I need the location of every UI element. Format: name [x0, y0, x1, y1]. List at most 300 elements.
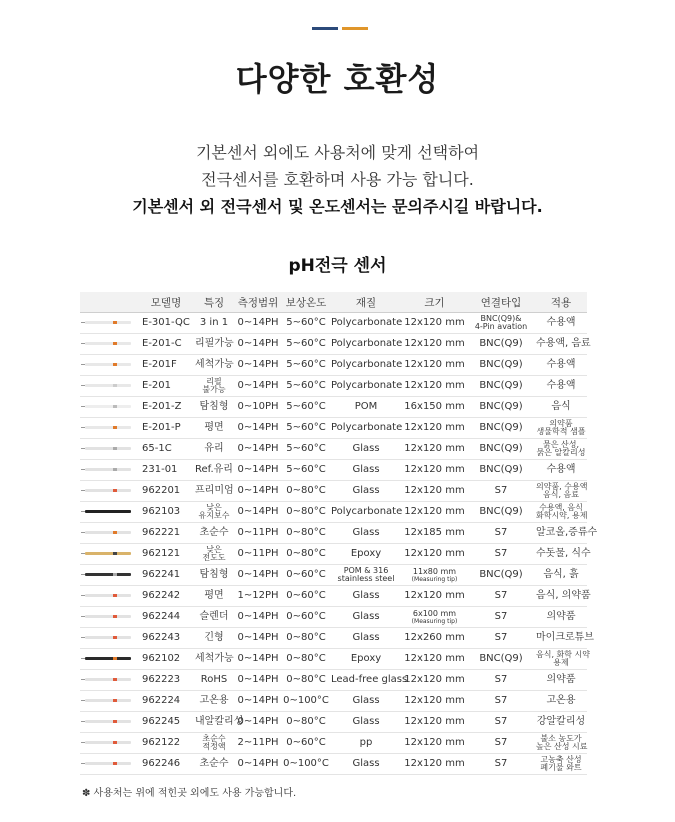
- cell-feature: 리필가능: [194, 334, 234, 355]
- cell-range: 0~14PH: [234, 691, 282, 712]
- cell-feature: 고온용: [194, 691, 234, 712]
- table-header-row: [80, 292, 587, 313]
- cell-model: 962221: [138, 523, 194, 544]
- probe-body: [85, 615, 131, 618]
- cell-material: Glass: [330, 481, 402, 502]
- cell-connection: BNC(Q9): [467, 502, 535, 523]
- cell-material: Polycarbonate: [330, 376, 402, 397]
- cell-feature: 리필 불가능: [194, 376, 234, 397]
- table-row: [80, 607, 587, 628]
- table-row: [80, 439, 587, 460]
- cell-size: 12x120 mm: [402, 502, 467, 523]
- cell-model: 962224: [138, 691, 194, 712]
- cell-size: 12x120 mm: [402, 313, 467, 334]
- cell-feature: 세척가능: [194, 649, 234, 670]
- cell-material: Epoxy: [330, 544, 402, 565]
- cell-feature: 평면: [194, 586, 234, 607]
- cell-application: 수용액, 음료: [535, 334, 587, 355]
- probe-body: [85, 699, 131, 702]
- table-row: [80, 586, 587, 607]
- cell-model: E-201: [138, 376, 194, 397]
- cell-model: E-201-C: [138, 334, 194, 355]
- probe-image: [80, 754, 138, 775]
- probe-icon: [81, 670, 137, 690]
- probe-body: [85, 552, 131, 555]
- probe-mark: [113, 678, 117, 681]
- cell-material: Glass: [330, 460, 402, 481]
- cell-connection: S7: [467, 712, 535, 733]
- probe-mark: [113, 594, 117, 597]
- cell-range: 0~14PH: [234, 418, 282, 439]
- size-note: (Measuring tip): [411, 617, 458, 625]
- table-row: [80, 628, 587, 649]
- cell-model: 962103: [138, 502, 194, 523]
- probe-icon: [81, 334, 137, 354]
- cell-temp: 0~60°C: [282, 586, 330, 607]
- probe-image: [80, 670, 138, 691]
- probe-icon: [81, 376, 137, 396]
- cell-size: 12x120 mm: [402, 754, 467, 775]
- probe-body: [85, 762, 131, 765]
- probe-image: [80, 649, 138, 670]
- probe-image: [80, 376, 138, 397]
- cell-temp: 5~60°C: [282, 313, 330, 334]
- probe-image: [80, 607, 138, 628]
- probe-icon: [81, 712, 137, 732]
- cell-feature: RoHS: [194, 670, 234, 691]
- probe-body: [85, 384, 131, 387]
- cell-application: 의약품: [535, 607, 587, 628]
- description-line-1: 기본센서 외에도 사용처에 맞게 선택하여: [195, 143, 480, 162]
- cell-feature: 낮은 전도도: [194, 544, 234, 565]
- cell-size: 6x100 mm (Measuring tip): [402, 607, 467, 628]
- probe-mark: [113, 342, 117, 345]
- cell-connection: S7: [467, 544, 535, 565]
- cell-model: 962102: [138, 649, 194, 670]
- cell-connection: BNC(Q9): [467, 460, 535, 481]
- probe-icon: [81, 439, 137, 459]
- cell-application: 수용액: [535, 460, 587, 481]
- probe-image: [80, 523, 138, 544]
- header-image: [80, 292, 138, 313]
- probe-mark: [113, 405, 117, 408]
- probe-icon: [81, 397, 137, 417]
- probe-mark: [113, 573, 117, 576]
- probe-body: [85, 510, 131, 513]
- table-row: [80, 691, 587, 712]
- cell-material: Epoxy: [330, 649, 402, 670]
- cell-size: 12x120 mm: [402, 439, 467, 460]
- probe-image: [80, 334, 138, 355]
- cell-connection: BNC(Q9): [467, 355, 535, 376]
- cell-model: 962245: [138, 712, 194, 733]
- probe-mark: [113, 510, 117, 513]
- probe-body: [85, 741, 131, 744]
- cell-material: POM & 316 stainless steel: [330, 565, 402, 586]
- probe-body: [85, 426, 131, 429]
- cell-size: 12x120 mm: [402, 670, 467, 691]
- cell-temp: 0~80°C: [282, 712, 330, 733]
- cell-size: 12x120 mm: [402, 334, 467, 355]
- probe-icon: [81, 649, 137, 669]
- probe-body: [85, 363, 131, 366]
- cell-material: Glass: [330, 628, 402, 649]
- probe-icon: [81, 481, 137, 501]
- table-row: [80, 712, 587, 733]
- section-title: pH전극 센서: [288, 256, 387, 276]
- probe-image: [80, 481, 138, 502]
- table-row: [80, 418, 587, 439]
- cell-range: 0~14PH: [234, 607, 282, 628]
- description-line-2: 전극센서를 호환하며 사용 가능 합니다.: [201, 170, 474, 189]
- cell-size: 12x120 mm: [402, 481, 467, 502]
- table-row: [80, 733, 587, 754]
- cell-material: Polycarbonate: [330, 313, 402, 334]
- accent-bar-orange: [342, 27, 368, 30]
- cell-feature: 낮은 유지보수: [194, 502, 234, 523]
- probe-icon: [81, 544, 137, 564]
- cell-material: Glass: [330, 523, 402, 544]
- description-line-3: 기본센서 외 전극센서 및 온도센서는 문의주시길 바랍니다.: [132, 197, 543, 216]
- cell-application: 고농축 산성 폐기물 와트: [535, 754, 587, 775]
- probe-body: [85, 594, 131, 597]
- cell-temp: 0~100°C: [282, 754, 330, 775]
- cell-feature: 슬렌더: [194, 607, 234, 628]
- cell-connection: S7: [467, 523, 535, 544]
- cell-connection: BNC(Q9): [467, 649, 535, 670]
- cell-application: 마이크로튜브: [535, 628, 587, 649]
- cell-connection: S7: [467, 607, 535, 628]
- cell-size: 12x120 mm: [402, 355, 467, 376]
- cell-feature: 탐침형: [194, 397, 234, 418]
- cell-range: 0~14PH: [234, 502, 282, 523]
- cell-connection: S7: [467, 628, 535, 649]
- cell-application: 강알칼리성: [535, 712, 587, 733]
- cell-size: 12x120 mm: [402, 691, 467, 712]
- probe-image: [80, 439, 138, 460]
- cell-connection: BNC(Q9): [467, 565, 535, 586]
- probe-image: [80, 733, 138, 754]
- cell-connection: BNC(Q9): [467, 376, 535, 397]
- cell-model: 65-1C: [138, 439, 194, 460]
- cell-application: 고온용: [535, 691, 587, 712]
- cell-feature: 유리: [194, 439, 234, 460]
- cell-size: 12x120 mm: [402, 733, 467, 754]
- probe-body: [85, 531, 131, 534]
- cell-range: 0~14PH: [234, 313, 282, 334]
- cell-temp: 5~60°C: [282, 397, 330, 418]
- cell-size: 12x185 mm: [402, 523, 467, 544]
- cell-size: 12x260 mm: [402, 628, 467, 649]
- cell-application: 음식: [535, 397, 587, 418]
- cell-temp: 0~80°C: [282, 544, 330, 565]
- probe-body: [85, 447, 131, 450]
- cell-temp: 5~60°C: [282, 376, 330, 397]
- probe-image: [80, 565, 138, 586]
- probe-mark: [113, 531, 117, 534]
- cell-feature: 긴형: [194, 628, 234, 649]
- cell-model: 962244: [138, 607, 194, 628]
- probe-image: [80, 691, 138, 712]
- probe-mark: [113, 552, 117, 555]
- cell-material: Glass: [330, 754, 402, 775]
- table-row: [80, 313, 587, 334]
- cell-feature: 초순수: [194, 754, 234, 775]
- cell-temp: 5~60°C: [282, 418, 330, 439]
- probe-mark: [113, 447, 117, 450]
- cell-range: 0~11PH: [234, 544, 282, 565]
- cell-model: E-201F: [138, 355, 194, 376]
- cell-temp: 0~80°C: [282, 649, 330, 670]
- cell-temp: 0~80°C: [282, 523, 330, 544]
- cell-range: 0~11PH: [234, 523, 282, 544]
- header-application: 적용: [535, 292, 587, 313]
- cell-range: 0~14PH: [234, 334, 282, 355]
- cell-size: 12x120 mm: [402, 418, 467, 439]
- probe-icon: [81, 502, 137, 522]
- cell-temp: 5~60°C: [282, 334, 330, 355]
- cell-temp: 0~100°C: [282, 691, 330, 712]
- probe-body: [85, 636, 131, 639]
- cell-range: 0~14PH: [234, 754, 282, 775]
- cell-application: 음식, 화학 시약 용제: [535, 649, 587, 670]
- cell-application: 음식, 의약품: [535, 586, 587, 607]
- probe-image: [80, 628, 138, 649]
- cell-feature: 세척가능: [194, 355, 234, 376]
- probe-mark: [113, 468, 117, 471]
- probe-mark: [113, 762, 117, 765]
- cell-feature: 평면: [194, 418, 234, 439]
- probe-mark: [113, 615, 117, 618]
- probe-mark: [113, 363, 117, 366]
- cell-material: Polycarbonate: [330, 355, 402, 376]
- cell-connection: S7: [467, 754, 535, 775]
- probe-icon: [81, 607, 137, 627]
- cell-connection: BNC(Q9): [467, 418, 535, 439]
- table-row: [80, 565, 587, 586]
- probe-body: [85, 405, 131, 408]
- probe-icon: [81, 733, 137, 753]
- cell-range: 0~14PH: [234, 439, 282, 460]
- probe-body: [85, 657, 131, 660]
- probe-image: [80, 712, 138, 733]
- cell-range: 0~14PH: [234, 712, 282, 733]
- probe-image: [80, 313, 138, 334]
- cell-model: 962242: [138, 586, 194, 607]
- probe-body: [85, 321, 131, 324]
- probe-icon: [81, 355, 137, 375]
- table-row: [80, 502, 587, 523]
- cell-size: 16x150 mm: [402, 397, 467, 418]
- cell-range: 0~14PH: [234, 376, 282, 397]
- cell-material: Glass: [330, 439, 402, 460]
- probe-mark: [113, 720, 117, 723]
- cell-application: 의약품, 수용액 음식, 음료: [535, 481, 587, 502]
- probe-mark: [113, 489, 117, 492]
- cell-range: 2~11PH: [234, 733, 282, 754]
- cell-range: 0~14PH: [234, 355, 282, 376]
- probe-mark: [113, 636, 117, 639]
- cell-connection: BNC(Q9): [467, 397, 535, 418]
- cell-size: 12x120 mm: [402, 544, 467, 565]
- cell-feature: 프리미엄: [194, 481, 234, 502]
- cell-connection: BNC(Q9): [467, 439, 535, 460]
- cell-temp: 0~80°C: [282, 481, 330, 502]
- cell-connection: S7: [467, 670, 535, 691]
- probe-body: [85, 678, 131, 681]
- probe-icon: [81, 313, 137, 333]
- cell-connection: BNC(Q9): [467, 334, 535, 355]
- cell-application: 묽은 산성, 묽은 알칼리성: [535, 439, 587, 460]
- cell-application: 의약품 생물학적 샘플: [535, 418, 587, 439]
- table-row: [80, 754, 587, 775]
- cell-temp: 0~60°C: [282, 565, 330, 586]
- cell-model: 962122: [138, 733, 194, 754]
- probe-image: [80, 544, 138, 565]
- cell-material: Polycarbonate: [330, 502, 402, 523]
- cell-temp: 5~60°C: [282, 460, 330, 481]
- table-row: [80, 376, 587, 397]
- header-size: 크기: [402, 292, 467, 313]
- cell-model: E-201-P: [138, 418, 194, 439]
- table-row: [80, 334, 587, 355]
- table-row: [80, 460, 587, 481]
- probe-body: [85, 489, 131, 492]
- cell-feature: 내알칼리성: [194, 712, 234, 733]
- cell-size: 12x120 mm: [402, 460, 467, 481]
- cell-size: 12x120 mm: [402, 586, 467, 607]
- cell-range: 0~14PH: [234, 460, 282, 481]
- cell-application: 수용액: [535, 313, 587, 334]
- probe-body: [85, 720, 131, 723]
- cell-material: pp: [330, 733, 402, 754]
- cell-model: 962243: [138, 628, 194, 649]
- cell-material: Glass: [330, 607, 402, 628]
- header-temp: 보상온도: [282, 292, 330, 313]
- probe-mark: [113, 741, 117, 744]
- probe-image: [80, 397, 138, 418]
- cell-connection: BNC(Q9)& 4-Pin avation: [467, 313, 535, 334]
- cell-model: 962223: [138, 670, 194, 691]
- header-material: 재질: [330, 292, 402, 313]
- header-model: 모델명: [138, 292, 194, 313]
- header-range: 측정범위: [234, 292, 282, 313]
- header-connection: 연결타입: [467, 292, 535, 313]
- table-row: [80, 649, 587, 670]
- probe-icon: [81, 523, 137, 543]
- cell-model: 962121: [138, 544, 194, 565]
- size-note: (Measuring tip): [411, 575, 458, 583]
- cell-range: 0~10PH: [234, 397, 282, 418]
- cell-size: 12x120 mm: [402, 712, 467, 733]
- probe-image: [80, 355, 138, 376]
- probe-image: [80, 502, 138, 523]
- probe-icon: [81, 628, 137, 648]
- probe-image: [80, 418, 138, 439]
- cell-application: 수용액, 음식 화학시약, 용제: [535, 502, 587, 523]
- cell-range: 0~14PH: [234, 481, 282, 502]
- cell-application: 수돗물, 식수: [535, 544, 587, 565]
- probe-image: [80, 460, 138, 481]
- cell-model: 962201: [138, 481, 194, 502]
- probe-image: [80, 586, 138, 607]
- cell-connection: S7: [467, 481, 535, 502]
- cell-range: 1~12PH: [234, 586, 282, 607]
- probe-mark: [113, 657, 117, 660]
- cell-model: E-201-Z: [138, 397, 194, 418]
- table-row: [80, 670, 587, 691]
- cell-temp: 0~80°C: [282, 628, 330, 649]
- table-row: [80, 355, 587, 376]
- cell-connection: S7: [467, 691, 535, 712]
- cell-connection: S7: [467, 733, 535, 754]
- cell-temp: 5~60°C: [282, 355, 330, 376]
- cell-material: POM: [330, 397, 402, 418]
- cell-model: E-301-QC: [138, 313, 194, 334]
- cell-range: 0~14PH: [234, 565, 282, 586]
- cell-range: 0~14PH: [234, 670, 282, 691]
- cell-range: 0~14PH: [234, 649, 282, 670]
- table-row: [80, 523, 587, 544]
- cell-connection: S7: [467, 586, 535, 607]
- cell-application: 수용액: [535, 355, 587, 376]
- cell-size: 12x120 mm: [402, 376, 467, 397]
- probe-body: [85, 342, 131, 345]
- cell-application: 알코올,증류수: [535, 523, 587, 544]
- cell-application: 의약품: [535, 670, 587, 691]
- probe-body: [85, 573, 131, 576]
- cell-material: Glass: [330, 712, 402, 733]
- cell-model: 962246: [138, 754, 194, 775]
- cell-feature: 탐침형: [194, 565, 234, 586]
- accent-bar-navy: [312, 27, 338, 30]
- probe-body: [85, 468, 131, 471]
- cell-feature: 초순수: [194, 523, 234, 544]
- sensor-table: [80, 292, 598, 775]
- probe-mark: [113, 321, 117, 324]
- cell-temp: 0~80°C: [282, 670, 330, 691]
- probe-mark: [113, 699, 117, 702]
- cell-temp: 5~60°C: [282, 439, 330, 460]
- cell-feature: 초순수 적정액: [194, 733, 234, 754]
- probe-icon: [81, 586, 137, 606]
- cell-temp: 0~60°C: [282, 607, 330, 628]
- probe-icon: [81, 691, 137, 711]
- probe-icon: [81, 460, 137, 480]
- table-row: [80, 397, 587, 418]
- cell-range: 0~14PH: [234, 628, 282, 649]
- header-feature: 특징: [194, 292, 234, 313]
- page-title: 다양한 호환성: [235, 60, 440, 98]
- cell-material: Glass: [330, 586, 402, 607]
- cell-material: Polycarbonate: [330, 418, 402, 439]
- cell-application: 음식, 흙: [535, 565, 587, 586]
- cell-temp: 0~80°C: [282, 502, 330, 523]
- table-row: [80, 544, 587, 565]
- cell-material: Glass: [330, 691, 402, 712]
- footnote: ✽ 사용처는 위에 적힌곳 외에도 사용 가능합니다.: [82, 788, 297, 799]
- cell-application: 불소 농도가 높은 산성 시료: [535, 733, 587, 754]
- cell-material: Polycarbonate: [330, 334, 402, 355]
- probe-icon: [81, 565, 137, 585]
- probe-icon: [81, 754, 137, 774]
- cell-feature: Ref.유리: [194, 460, 234, 481]
- table-row: [80, 481, 587, 502]
- probe-mark: [113, 384, 117, 387]
- cell-application: 수용액: [535, 376, 587, 397]
- probe-mark: [113, 426, 117, 429]
- cell-temp: 0~60°C: [282, 733, 330, 754]
